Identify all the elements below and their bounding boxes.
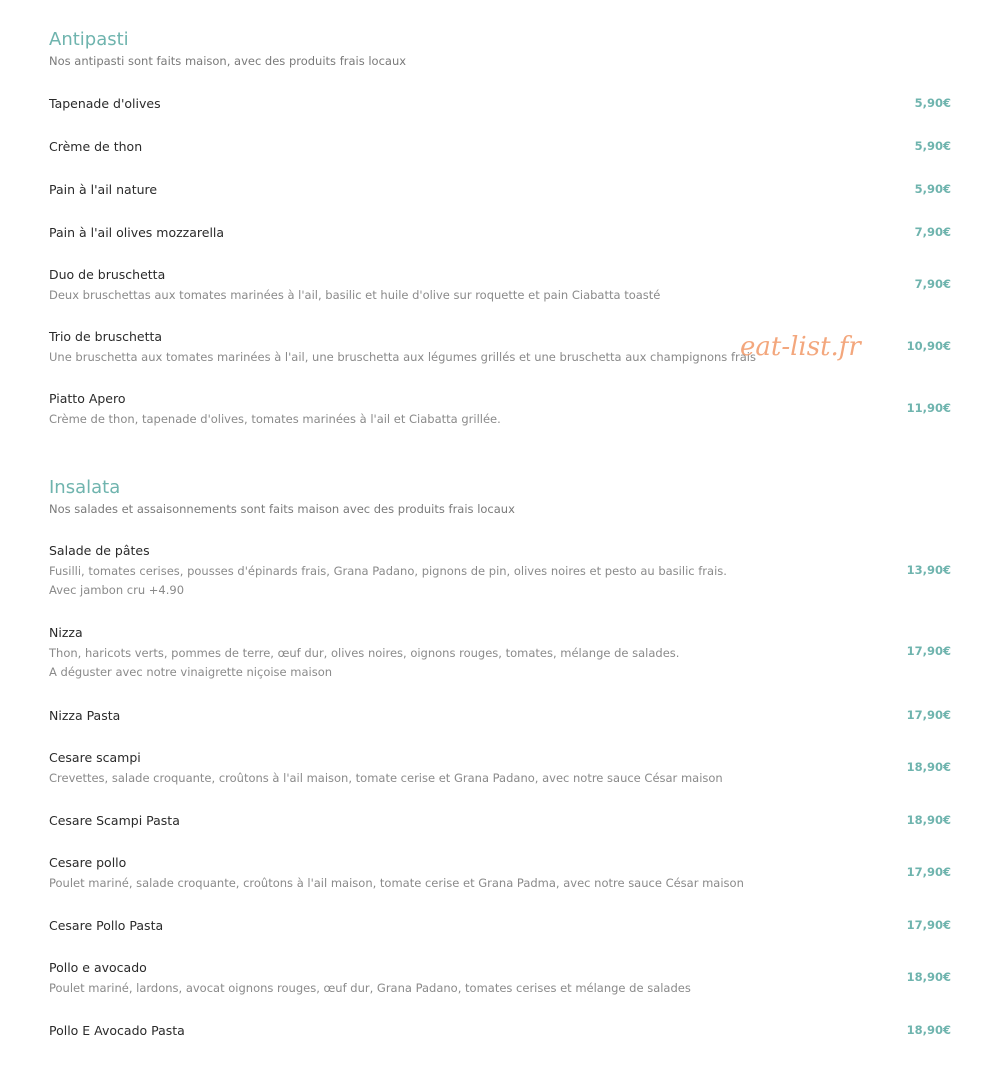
item-description: Une bruschetta aux tomates marinées à l'ail, une bruschetta aux légumes grillés et une bruschetta aux champignons frais: [49, 350, 756, 364]
item-description: Crevettes, salade croquante, croûtons à l'ail maison, tomate cerise et Grana Padano, avec notre sauce César maison: [49, 771, 723, 785]
section-title: Insalata: [49, 477, 121, 498]
item-price: 13,90€: [906, 563, 951, 577]
item-price: 17,90€: [906, 865, 951, 879]
item-description: Fusilli, tomates cerises, pousses d'épinards frais, Grana Padano, pignons de pin, olives noires et pesto au basilic frais.: [49, 564, 727, 578]
item-price: 5,90€: [914, 96, 951, 110]
item-name: Piatto Apero: [49, 391, 126, 406]
item-price: 17,90€: [906, 644, 951, 658]
item-price: 18,90€: [906, 760, 951, 774]
item-price: 7,90€: [914, 277, 951, 291]
item-name: Cesare Pollo Pasta: [49, 918, 164, 933]
item-name: Duo de bruschetta: [49, 267, 166, 282]
item-description: Thon, haricots verts, pommes de terre, œuf dur, olives noires, oignons rouges, tomates, mélange de salades.: [49, 646, 680, 660]
item-name: Pollo E Avocado Pasta: [49, 1023, 185, 1038]
item-name: Nizza Pasta: [49, 708, 121, 723]
item-name: Cesare scampi: [49, 750, 141, 765]
item-price: 17,90€: [906, 918, 951, 932]
item-name: Crème de thon: [49, 139, 143, 154]
item-price: 5,90€: [914, 182, 951, 196]
item-name: Pollo e avocado: [49, 960, 147, 975]
item-price: 17,90€: [906, 708, 951, 722]
item-description-extra: Avec jambon cru +4.90: [49, 583, 185, 597]
item-price: 18,90€: [906, 970, 951, 984]
item-description: Poulet mariné, salade croquante, croûtons à l'ail maison, tomate cerise et Grana Padma, avec notre sauce César maison: [49, 876, 744, 890]
item-description-extra: A déguster avec notre vinaigrette niçoise maison: [49, 665, 333, 679]
item-name: Pain à l'ail nature: [49, 182, 158, 197]
watermark: eat-list.fr: [740, 332, 861, 362]
item-name: Salade de pâtes: [49, 543, 150, 558]
item-name: Pain à l'ail olives mozzarella: [49, 225, 225, 240]
section-title: Antipasti: [49, 29, 129, 50]
item-price: 18,90€: [906, 813, 951, 827]
item-name: Nizza: [49, 625, 83, 640]
item-name: Cesare pollo: [49, 855, 127, 870]
section-subtitle: Nos antipasti sont faits maison, avec des produits frais locaux: [49, 54, 407, 68]
item-description: Deux bruschettas aux tomates marinées à l'ail, basilic et huile d'olive sur roquette et pain Ciabatta toasté: [49, 288, 661, 302]
item-price: 7,90€: [914, 225, 951, 239]
section-subtitle: Nos salades et assaisonnements sont faits maison avec des produits frais locaux: [49, 502, 515, 516]
item-name: Trio de bruschetta: [49, 329, 163, 344]
item-price: 10,90€: [906, 339, 951, 353]
item-name: Cesare Scampi Pasta: [49, 813, 180, 828]
item-description: Crème de thon, tapenade d'olives, tomates marinées à l'ail et Ciabatta grillée.: [49, 412, 501, 426]
item-price: 18,90€: [906, 1023, 951, 1037]
item-price: 11,90€: [906, 401, 951, 415]
item-description: Poulet mariné, lardons, avocat oignons rouges, œuf dur, Grana Padano, tomates cerises et mélange de salades: [49, 981, 691, 995]
item-price: 5,90€: [914, 139, 951, 153]
item-name: Tapenade d'olives: [49, 96, 161, 111]
